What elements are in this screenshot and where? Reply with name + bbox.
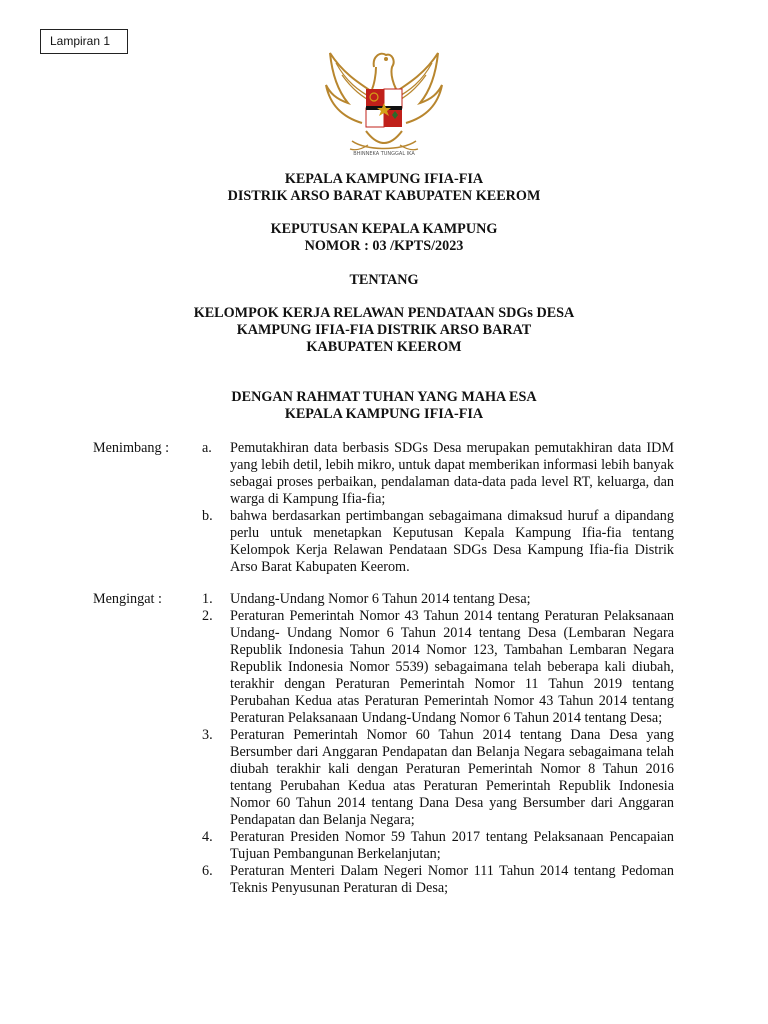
garuda-pancasila-emblem — [322, 45, 446, 161]
list-item: 2. Peraturan Pemerintah Nomor 43 Tahun 2014 tentang Peraturan Pelaksanaan Undang- Undang Nomor 6 Tahun 2014 tentang Desa (Lembaran Negara Republik Indonesia Tahun 2014 Nomor 123, Tambahan Lembaran Negara Republik Indonesia Nomor 5539) sebagaimana telah beberapa kali diubah, terakhir dengan Peraturan Pemerintah Nomor 11 Tahun 2019 tentang Perubahan Kedua atas Peraturan Pemerintah Nomor 43 Tahun 2014 tentang Peraturan Pelaksanaan Undang-Undang Nomor 6 Tahun 2014 tentang Desa; — [202, 608, 674, 726]
list-item: a. Pemutakhiran data berbasis SDGs Desa merupakan pemutakhiran data IDM yang lebih detil, lebih mikro, untuk dapat memberikan informasi lebih banyak sebagai proses perbaikan, pendalaman data-data pada level RT, keluarga, dan warga di Kampung Ifia-fia; — [202, 440, 674, 507]
decree-number: NOMOR : 03 /KPTS/2023 — [304, 238, 464, 254]
list-item: 4. Peraturan Presiden Nomor 59 Tahun 2017 tentang Pelaksanaan Pencapaian Tujuan Pembangunan Berkelanjutan; — [202, 829, 674, 862]
heading-line-2: DISTRIK ARSO BARAT KABUPATEN KEEROM — [227, 188, 541, 204]
mengingat-list — [202, 591, 674, 897]
attachment-label: Lampiran 1 — [40, 29, 128, 54]
emblem-motto: BHINNEKA TUNGGAL IKA — [353, 151, 415, 157]
subject-line-2: KAMPUNG IFIA-FIA DISTRIK ARSO BARAT — [236, 322, 532, 338]
list-item: 1. Undang-Undang Nomor 6 Tahun 2014 tentang Desa; — [202, 591, 531, 607]
about-heading: TENTANG — [349, 272, 419, 288]
authority-line: KEPALA KAMPUNG IFIA-FIA — [284, 406, 484, 422]
list-item: b. bahwa berdasarkan pertimbangan sebagaimana dimaksud huruf a dipandang perlu untuk menetapkan Keputusan Kepala Kampung Ifia-fia tentang Kelompok Kerja Relawan Pendataan SDGs Desa Kampung Ifia-fia Distrik Arso Barat Kabupaten Keerom. — [202, 508, 674, 575]
list-item: 6. Peraturan Menteri Dalam Negeri Nomor 111 Tahun 2014 tentang Pedoman Teknis Penyusunan Peraturan di Desa; — [202, 863, 674, 896]
subject-line-1: KELOMPOK KERJA RELAWAN PENDATAAN SDGs DESA — [193, 305, 575, 321]
heading-line-1: KEPALA KAMPUNG IFIA-FIA — [284, 171, 484, 187]
mengingat-label: Mengingat : — [93, 591, 162, 607]
subject-line-3: KABUPATEN KEEROM — [306, 339, 462, 355]
menimbang-label: Menimbang : — [93, 440, 170, 456]
decree-title: KEPUTUSAN KEPALA KAMPUNG — [270, 221, 498, 237]
list-item: 3. Peraturan Pemerintah Nomor 60 Tahun 2014 tentang Dana Desa yang Bersumber dari Anggaran Pendapatan dan Belanja Negara sebagaimana telah diubah terakhir kali dengan Peraturan Pemerintah Nomor 8 Tahun 2016 tentang Perubahan Kedua atas Peraturan Pemerintah Republik Indonesia Nomor 60 Tahun 2014 tentang Dana Desa yang Bersumber dari Anggaran Pendapatan dan Belanja Negara; — [202, 727, 674, 828]
menimbang-list — [202, 440, 674, 576]
blessing-line: DENGAN RAHMAT TUHAN YANG MAHA ESA — [231, 389, 537, 405]
